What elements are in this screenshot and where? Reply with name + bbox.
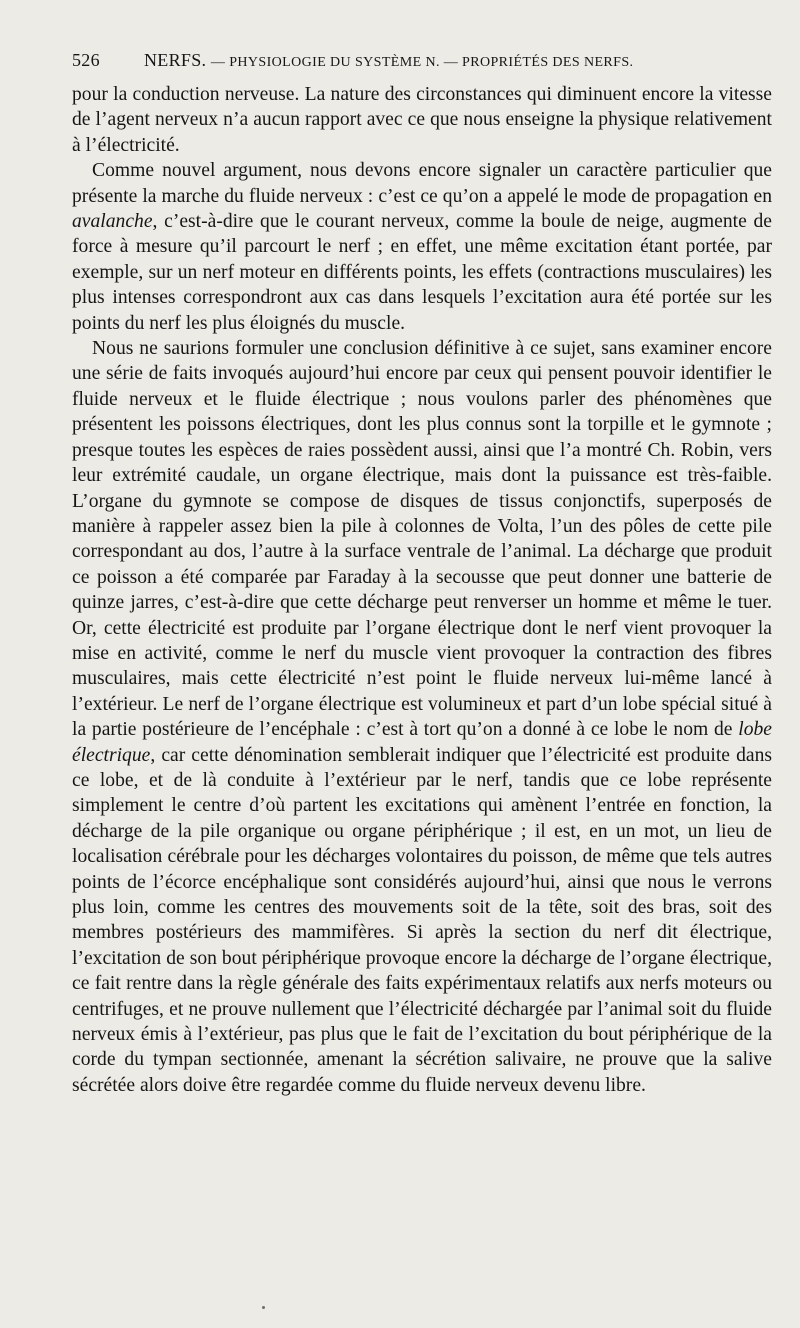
paragraph-2 [72, 158, 772, 336]
text-body [72, 82, 772, 1098]
text-segment: pour la conduction nerveuse. La nature des circonstances qui diminuent encore la vitesse de l’agent nerveux n’a aucun rapport avec ce que nous enseigne la physique relativement à l’électricité. [72, 84, 772, 156]
page-number: 526 [72, 50, 100, 70]
paragraph-1 [72, 82, 772, 158]
paragraph-3 [72, 336, 772, 1098]
text-segment: , car cette dénomination semblerait indiquer que l’électricité est produite dans ce lobe, et de là conduite à l’extérieur par le nerf, tandis que ce lobe représente simplement le centre d’où partent les excitations qui amènent l’entrée en fonction, la décharge de la pile organique ou organe périphérique ; il est, en un mot, un lieu de localisation cérébrale pour les décharges volontaires du poisson, de même que tels autres points de l’écorce encéphalique sont considérés aujourd’hui, ainsi que nous le verrons plus loin, comme les centres des mouvements soit de la tête, soit des bras, soit des membres postérieurs des mammifères. Si après la section du nerf dit électrique, l’excitation de son bout périphérique provoque encore la décharge de l’organe électrique, ce fait rentre dans la règle générale des faits expérimentaux relatifs aux nerfs moteurs ou centrifuges, et ne prouve nullement que l’électricité déchargée par l’animal soit du fluide nerveux émis à l’extérieur, pas plus que le fait de l’excitation du bout périphérique de la corde du tympan sectionnée, amenant la sécrétion salivaire, ne prouve que la salive sécrétée alors doive être regardée comme du fluide nerveux devenu libre. [72, 744, 772, 1096]
running-header [72, 46, 770, 76]
text-segment: Nous ne saurions formuler une conclusion définitive à ce sujet, sans examiner encore une série de faits invoqués aujourd’hui encore par ceux qui pensent pouvoir identifier le fluide nerveux et le fluide électrique ; nous voulons parler des phénomènes que présentent les poissons électriques, dont les plus connus sont la torpille et le gymnote ; presque toutes les espèces de raies possèdent aussi, ainsi que l’a montré Ch. Robin, vers leur extrémité caudale, un organe électrique, mais dont la puissance est très-faible. L’organe du gymnote se compose de disques de tissus conjonctifs, superposés de manière à rappeler assez bien la pile à colonnes de Volta, l’un des pôles de cette pile correspondant au dos, l’autre à la surface ventrale de l’animal. La décharge que produit ce poisson a été comparée par Faraday à la secousse que peut donner une batterie de quinze jarres, c’est-à-dire que cette décharge peut renverser un homme et même le tuer. Or, cette électricité est produite par l’organe électrique dont le nerf vient provoquer la mise en activité, comme le nerf du muscle vient provoquer la contraction des fibres musculaires, mais cette électricité n’est point le fluide nerveux lui-même lancé à l’extérieur. Le nerf de l’organe électrique est volumineux et part d’un lobe spécial situé à la partie postérieure de l’encéphale : c’est à tort qu’on a donné à ce lobe le nom de [72, 338, 772, 741]
running-title-main: NERFS. [144, 50, 207, 70]
text-segment: Comme nouvel argument, nous devons encore signaler un caractère particulier que présente la marche du fluide nerveux : c’est ce qu’on a appelé le mode de propagation en [72, 160, 772, 207]
running-title [144, 50, 633, 71]
running-title-rest: — PHYSIOLOGIE DU SYSTÈME N. — PROPRIÉTÉS DES NERFS. [210, 55, 634, 70]
text-segment: , c’est-à-dire que le courant nerveux, comme la boule de neige, augmente de force à mesure qu’il parcourt le nerf ; en effet, une même excitation étant portée, par exemple, sur un nerf moteur en différents points, les effets (contractions musculaires) les plus intenses correspondront aux cas dans lesquels l’excitation aura été portée sur les points du nerf les plus éloignés du muscle. [72, 211, 772, 334]
italic-term-avalanche: avalanche [72, 211, 153, 233]
paper-speck [262, 1306, 265, 1309]
italic-term-lobe-electrique: lobe électrique [72, 719, 772, 766]
